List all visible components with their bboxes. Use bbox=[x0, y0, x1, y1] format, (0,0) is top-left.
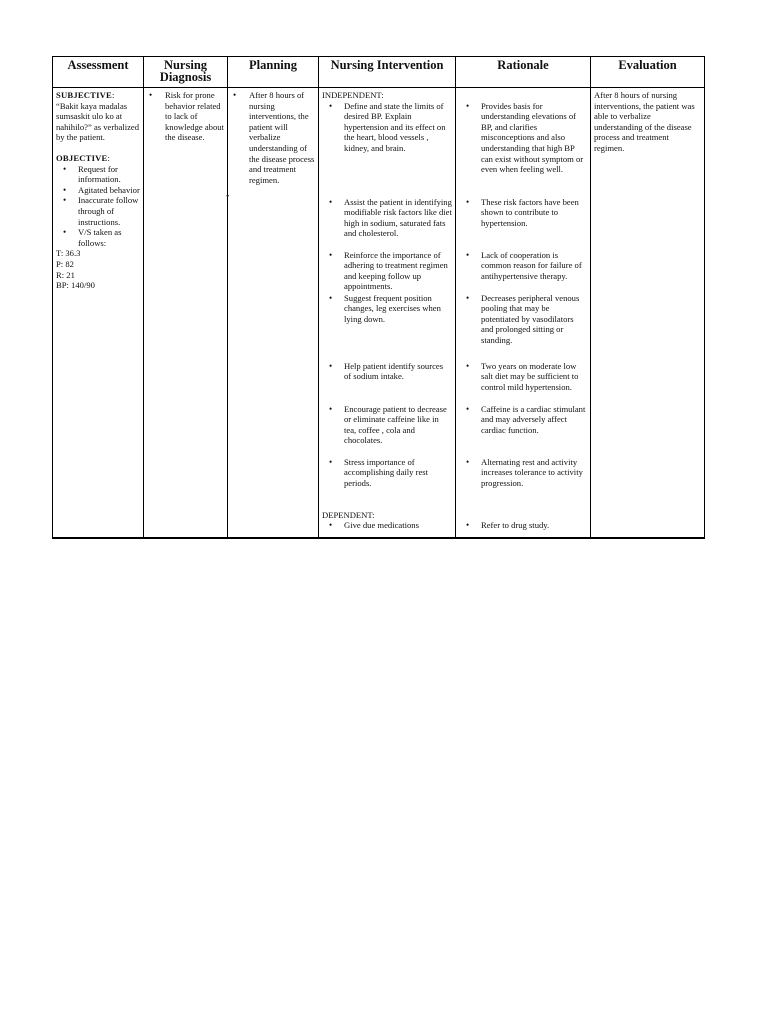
intervention-item: • Encourage patient to decrease or eliminate caffeine like in tea, coffee , cola and chocolates. bbox=[344, 404, 452, 457]
intervention-item: • Define and state the limits of desired BP. Explain hypertension and its effect on the heart, blood vessels , kidney, and brain. bbox=[344, 101, 452, 197]
stray-bullet-icon: • bbox=[226, 191, 230, 202]
objective-label: OBJECTIVE bbox=[56, 152, 108, 163]
objective-item: • Request for information. bbox=[78, 164, 140, 185]
planning-text: • After 8 hours of nursing interventions, the patient will verbalize understanding of the disease process and treatment regimen. bbox=[231, 90, 315, 185]
objective-list bbox=[56, 164, 140, 249]
header-evaluation: Evaluation bbox=[591, 57, 705, 88]
rationale-item: • Alternating rest and activity increases tolerance to activity progression. bbox=[481, 457, 587, 510]
subjective-label: SUBJECTIVE bbox=[56, 90, 112, 100]
rationale-item: • Provides basis for understanding elevations of BP, and clarifies misconceptions and also understanding that high BP can exist without symptom or even when feeling well. bbox=[481, 101, 587, 197]
independent-label: INDEPENDENT: bbox=[322, 90, 384, 100]
header-assessment: Assessment bbox=[53, 57, 144, 88]
rationale-cell bbox=[456, 88, 591, 538]
intervention-cell bbox=[319, 88, 456, 538]
intervention-item: • Assist the patient in identifying modifiable risk factors like diet high in sodium, saturated fats and cholesterol. bbox=[344, 197, 452, 250]
subjective-colon: : bbox=[111, 90, 115, 100]
rationale-dependent-list bbox=[459, 520, 587, 531]
planning-cell bbox=[228, 88, 319, 538]
rationale-item: • Decreases peripheral venous pooling that may be potentiated by vasodilators and prolonged sitting or standing. bbox=[481, 293, 587, 361]
rationale-item: • Lack of cooperation is common reason for failure of antihypertensive therapy. bbox=[481, 250, 587, 293]
evaluation-cell bbox=[591, 88, 705, 538]
header-planning: Planning bbox=[228, 57, 319, 88]
intervention-item: • Reinforce the importance of adhering to treatment regimen and keeping follow up appointments. bbox=[344, 250, 452, 293]
dependent-item: • Give due medications bbox=[344, 520, 452, 531]
rationale-list bbox=[459, 101, 587, 510]
rationale-item: • These risk factors have been shown to contribute to hypertension. bbox=[481, 197, 587, 250]
content-row bbox=[53, 88, 705, 538]
diagnosis-cell bbox=[144, 88, 228, 538]
header-rationale: Rationale bbox=[456, 57, 591, 88]
header-nursing-intervention: Nursing Intervention bbox=[319, 57, 456, 88]
assessment-cell bbox=[53, 88, 144, 538]
dependent-list bbox=[322, 520, 452, 531]
objective-item: • Agitated behavior bbox=[78, 185, 140, 196]
objective-item: • Inaccurate follow through of instructions. bbox=[78, 195, 140, 227]
diagnosis-text: • Risk for prone behavior related to lack of knowledge about the disease. bbox=[147, 90, 224, 143]
vital-respiration: R: 21 bbox=[56, 269, 75, 280]
rationale-item: • Caffeine is a cardiac stimulant and may adversely affect cardiac function. bbox=[481, 404, 587, 457]
intervention-list bbox=[322, 101, 452, 510]
vital-blood-pressure: BP: 140/90 bbox=[56, 280, 95, 291]
objective-item: • V/S taken as follows: bbox=[78, 227, 140, 248]
header-row bbox=[53, 57, 705, 88]
intervention-item: • Stress importance of accomplishing daily rest periods. bbox=[344, 457, 452, 510]
dependent-label: DEPENDENT: bbox=[322, 509, 375, 520]
subjective-text: “Bakit kaya madalas sumsaskit ulo ko at nahihilo?” as verbalized by the patient. bbox=[56, 100, 140, 143]
vital-pulse: P: 82 bbox=[56, 258, 74, 269]
vital-temperature: T: 36.3 bbox=[56, 248, 81, 259]
objective-colon: : bbox=[107, 152, 110, 163]
evaluation-text: After 8 hours of nursing interventions, the patient was able to verbalize understanding of the disease process and treatment regimen. bbox=[594, 90, 695, 153]
header-nursing-diagnosis: Nursing Diagnosis bbox=[144, 57, 228, 88]
intervention-item: • Suggest frequent position changes, leg exercises when lying down. bbox=[344, 293, 452, 361]
nursing-care-plan-table bbox=[52, 56, 705, 539]
intervention-item: • Help patient identify sources of sodium intake. bbox=[344, 361, 452, 404]
rationale-item: • Refer to drug study. bbox=[481, 520, 587, 531]
rationale-item: • Two years on moderate low salt diet may be sufficient to control mild hypertension. bbox=[481, 361, 587, 404]
